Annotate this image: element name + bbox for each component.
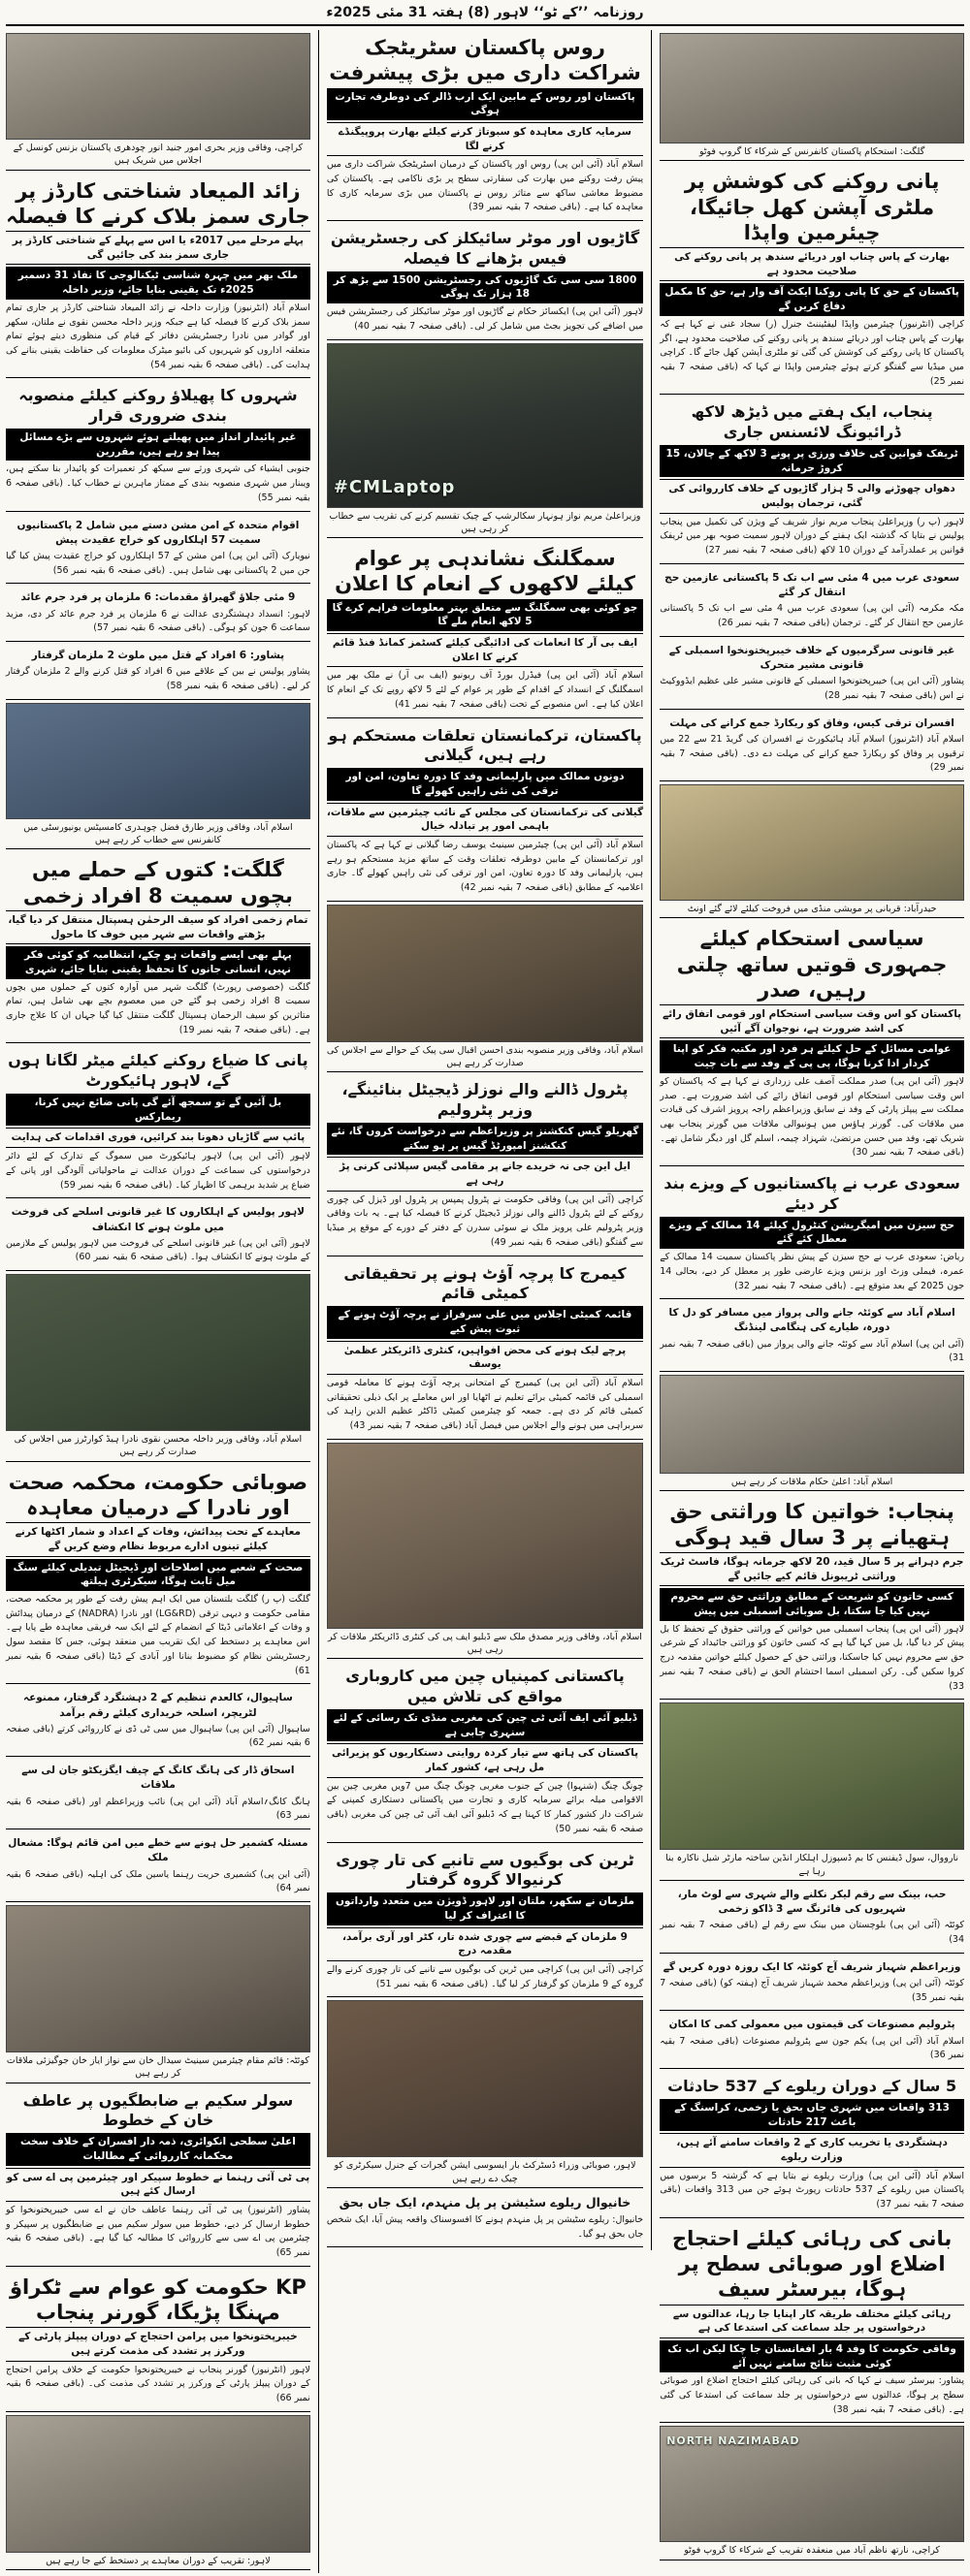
body-text: اسلام آباد (انٹرنیوز) اسلام آباد ہائیکورٹ نے افسران کی گریڈ 21 سے 22 میں ترقیوں پر وفاق کو ریکارڈ جمع کرانے کی مہلت دے دی۔ (باقی صفحہ 7 بقیہ نمبر 29) [660,733,965,774]
banner-hashtag-text: #CMLaptop [333,476,456,497]
body-text: اسلام آباد (آئی این پی) چیئرمین سینیٹ یوسف رضا گیلانی نے کہا ہے کہ پاکستان اور ترکمانستان کے مابین دوطرفہ تعلقات وقت کے ساتھ مزید مستحکم ہو رہے ہیں، پارلیمانی وفد کا دورہ تعاون، امن اور ترقی کی نئی راہیں کھولے گا۔ جاری اعلامیہ کے مطابق (باقی صفحہ 7 بقیہ نمبر 42) [326,839,644,894]
article-water-meters [6,1046,310,1198]
subhead-box: پاکستان کے حق کا پانی روکنا ایکٹ آف وار ہے، حق کا مکمل دفاع کریں گے [660,283,964,315]
headline: پاکستانی کمپنیاں چین میں کاروباری مواقع کی تلاش میں [345,1667,625,1706]
body-text: لاہور: انسداد دہشتگردی عدالت نے 6 ملزمان پر فرد جرم عائد کر دی، مزید سماعت 6 جون کو ہوگی۔ (باقی صفحہ 6 بقیہ نمبر 57) [6,608,310,634]
body-text: اسلام آباد (آئی این پی) فیڈرل بورڈ آف ریونیو (ایف بی آر) نے ملک بھر میں اسمگلنگ کے انسداد کے اقدام کے طور پر عوام کے لئے 5 لاکھ روپے تک کے انعام کا اعلان کیا ہے۔ اس منصوبے کے تحت (باقی صفحہ 7 بقیہ نمبر 41) [326,670,644,710]
photo-caption: اسلام آباد: اعلیٰ حکام ملاقات کر رہے ہیں [730,1477,893,1488]
body-text: لاہور (آئی این پی) ایکسائز حکام نے گاڑیوں اور موٹر سائیکلز کی رجسٹریشن فیس میں اضافے کی تجویز بجٹ میں شامل کر لی۔ (باقی صفحہ 7 بقیہ نمبر 40) [326,306,644,332]
column-left [6,30,319,2573]
body-text: پشاور: بیرسٹر سیف نے کہا کہ بانی کی رہائی کیلئے احتجاج اضلاع اور صوبائی سطح پر ہوگا، عدالتوں سے درخواستوں پر جلد سماعت کی استدعا کی گئی ہے۔ (باقی صفحہ 7 بقیہ نمبر 38) [660,2375,964,2415]
subhead: معاہدے کے تحت پیدائش، وفات کے اعداد و شمار اکٹھا کرنے کیلئے تینوں ادارے مربوط نظام وضع کریں گے [6,1522,310,1556]
article-petrol-nozzles [327,1075,643,1256]
headline: شہروں کا پھیلاؤ روکنے کیلئے منصوبہ بندی ضروری قرار [18,386,298,426]
body-text: ریاض: سعودی عرب نے حج سیزن کے پیش نظر پاکستان سمیت 14 ممالک کے عمرہ، فیملی وزٹ اور بزنس ویزے عارضی طور پر معطل کر دیے، بحالی 14 جون 2025 کے بعد متوقع ہے۔ (باقی صفحہ 7 بقیہ نمبر 32) [660,1252,964,1291]
headline: اسحاق ڈار کی ہانگ کانگ کے چیف ایگزیکٹو جان لی سے ملاقات [21,1765,295,1792]
body-text: خانیوال: ریلوے سٹیشن پر پل منہدم ہونے کا افسوسناک واقعہ پیش آیا، ایک شخص جاں بحق ہو گیا۔ [326,2213,644,2240]
article-kp-adviser [660,640,964,710]
headline: پنجاب: خواتین کا وراثتی حق ہتھیانے پر 3 سال قید ہوگی [669,1500,954,1549]
article-gilani-turkmenistan [327,721,643,902]
photo-nazimabad-group [660,2426,964,2560]
body-text: ساہیوال (آئی این پی) ساہیوال میں سی ٹی ڈی نے کارروائی کرتے (باقی صفحہ 6 بقیہ نمبر 62) [6,1723,310,1749]
article-dog-attacks [6,852,310,1043]
photo-bomb-disposal-image [660,1702,964,1850]
subhead-box: پاکستان اور روس کے مابین ایک ارب ڈالر کی دوطرفہ تجارت ہوگی [327,88,643,120]
article-inheritance-law [660,1494,964,1700]
subhead: 9 ملزمان کے قبضے سے چوری شدہ تار، کٹر اور آری برآمد، مقدمہ درج [327,1927,643,1961]
subhead: گیلانی کی ترکمانستان کی مجلس کے نائب چیئرمین سے ملاقات، باہمی امور پر تبادلہ خیال [327,803,643,837]
photo-caption: اسلام آباد، وفاقی وزیر طارق فضل چوہدری کامسیٹس یونیورسٹی میں کانفرنس سے خطاب کر رہے ہیں [23,821,293,846]
body-text: اسلام آباد (انٹرنیوز) وزارت داخلہ نے زائد المیعاد شناختی کارڈز پر جاری تمام سمز بلاک کرنے کا فیصلہ کیا ہے جبکہ وزیر داخلہ محسن نقوی نے ملتان، سکھر اور گوادر میں نادرا رجسٹریشن دفاتر کے قیام کی منظوری دیتے ہوئے تمام متعلقہ اداروں کو شہریوں کی بائیو میٹرک معلومات کی حفاظت یقینی بنانے کی ہدایت کی۔ (باقی صفحہ 6 بقیہ نمبر 54) [6,302,310,370]
body-text: گلگت (خصوصی رپورٹ) گلگت شہر میں آوارہ کتوں کے حملوں میں بچوں سمیت 8 افراد زخمی ہو گئے جن میں معصوم بچے بھی شامل ہیں، تمام متاثرین کو سیف الرحمان ہسپتال گلگت منتقل کیا گیا جہاں ان کا علاج جاری ہے۔ (باقی صفحہ 7 بقیہ نمبر 19) [6,981,310,1035]
headline: غیر قانونی سرگرمیوں کے خلاف خیبرپختونخوا اسمبلی کے قانونی مشیر متحرک [668,644,955,671]
photo-cm-laptop-image [327,343,643,508]
photo-caption: گلگت: استحکام پاکستان کانفرنس کے شرکاء کا گروپ فوٹو [698,146,925,157]
subhead-box: بل آئیں گے تو سمجھ آئے گی پانی ضائع نہیں کرنا، ریمارکس [6,1094,310,1126]
photo-caption: حیدرآباد: قربانی پر مویشی منڈی میں فروخت کیلئے لائے گئے اونٹ [687,904,937,915]
photo-nazimabad-group-image [660,2426,964,2542]
article-saudi-visa [660,1169,964,1299]
subhead-box: دونوں ممالک میں پارلیمانی وفد کا دورہ تعاون، امن اور ترقی کی نئی راہیں کھولے گا [327,768,643,800]
photo-caption: کوئٹہ: قائم مقام چیئرمین سینیٹ سیدال خان سے نواز ایاز خان جوگیزئی ملاقات کر رہے ہیں [6,2054,309,2080]
article-khanewal-bridge [327,2191,643,2247]
photo-caption: لاہور، صوبائی وزراء ڈسٹرکٹ بار ایسوسی ایشن گجرات کے جنرل سیکرٹری کو چیک دے رہے ہیں [334,2160,636,2184]
photo-cheque-image [327,2000,643,2157]
headline: پشاور: 6 افراد کے قتل میں ملوث 2 ملزمان گرفتار [31,650,285,662]
article-pm-quetta-visit [660,1956,964,2012]
article-may9-indictment [6,587,310,642]
article-sim-block [6,174,310,379]
photo-caption: کراچی، وفاقی وزیر بحری امور جنید انور چودھری پاکستان بزنس کونسل کے اجلاس میں شریک ہیں [13,143,304,167]
article-mushaal-kashmir [6,1832,310,1902]
article-promotion-case [660,713,964,781]
photo-cheque-presentation [327,2000,643,2188]
subhead: بھارت کے پاس چناب اور دریائے سندھ پر پانی روکنے کی صلاحیت محدود ہے [660,247,964,281]
subhead-box: وفاقی حکومت کا وفد 4 بار افغانستان جا چکا لیکن اب تک کوئی مثبت نتائج سامنے نہیں آئے [660,2340,964,2372]
body-text: کراچی (آئی این پی) وفاقی حکومت نے پٹرول پمپس پر پٹرول اور ڈیزل کی چوری روکنے کے لئے پٹرول ڈالنے والی نوزلز ڈیجیٹل کرنے کا فیصلہ کیا ہے۔ یہ بات وفاقی وزیر پٹرولیم علی پرویز ملک نے سوئی سدرن کے دفتر کے دورے کے موقع پر میڈیا سے گفتگو (باقی صفحہ 6 بقیہ نمبر 49) [326,1193,644,1248]
photo-senate-meeting [6,1905,310,2083]
headline: سعودی عرب نے پاکستانیوں کے ویزے بند کر دیئے [663,1174,960,1213]
article-dar-hongkong [6,1760,310,1829]
article-un-tribute [6,515,310,585]
article-sahiwal-ctd [6,1687,310,1757]
subhead: پاکستان کو اس وقت سیاسی استحکام اور قومی اتفاق رائے کی اشد ضرورت ہے، نوجوان آگے آئیں [660,1004,964,1038]
article-registration-fee [327,224,643,339]
body-text: کراچی (انٹرنیوز) چیئرمین واپڈا لیفٹیننٹ جنرل (ر) سجاد غنی نے کہا ہے کہ بھارت کے پاس چناب اور دریائے سندھ پر پانی روکنے کی صلاحیت محدود ہے، اگر پاکستان کا پانی روکنے کی کوشش کی گئی تو ملٹری آپشن کھل جائے گا۔ کراچی میں میڈیا سے گفتگو کرتے ہوئے چیئرمین واپڈا نے کہا کہ (باقی صفحہ 7 بقیہ نمبر 25) [660,318,964,387]
body-text: کراچی (آئی این پی) کراچی میں ٹرین کی بوگیوں سے تانبے کی تار چوری کرنے والے گروہ کے 9 ملزمان کو گرفتار کر لیا گیا۔ (باقی صفحہ 6 بقیہ نمبر 51) [326,1963,644,1989]
article-kp-governor [6,2270,310,2412]
headline: کیمرج کا پرچہ آؤٹ ہونے پر تحقیقاتی کمیٹی قائم [343,1263,627,1303]
headline: ٹرین کی بوگیوں سے تانبے کی تار چوری کرنیوالا گروہ گرفتار [336,1850,634,1890]
photo-ahsan-meeting-image [327,905,643,1042]
subhead: تمام زخمی افراد کو سیف الرحمٰن ہسپتال منتقل کر دیا گیا، بڑھتے واقعات سے شہر میں خوف کا ماحول [6,910,310,944]
photo-caption: اسلام آباد، وفاقی وزیر منصوبہ بندی احسن اقبال سی پیک کے حوالے سے اجلاس کی صدارت کر رہے ہیں [326,1044,644,1069]
subhead: پاکستان کی ہاتھ سے تیار کردہ روایتی دستکاریوں کو پزیرائی مل رہی ہے، کشور کمار [327,1743,643,1777]
subhead: خیبرپختونخوا میں پرامن احتجاج کے دوران پیپلز پارٹی کے ورکرز پر تشدد کی مذمت کرتے ہیں [6,2327,310,2361]
body-text: لاہور (آئی این پی) لاہور ہائیکورٹ میں سموگ کے تدارک کے لئے دائر درخواستوں کی سماعت کے دوران عدالت نے ماحولیاتی آلودگی اور پانی کے ضیاع پر شدید برہمی کا اظہار کیا۔ (باقی صفحہ 6 بقیہ نمبر 59) [6,1151,310,1191]
subhead-box: قائمہ کمیٹی اجلاس میں علی سرفراز نے پرچہ آؤٹ ہونے کے ثبوت پیش کیے [327,1306,643,1338]
headline: اسلام آباد سے کوئٹہ جانے والی پرواز میں مسافر کو دل کا دورہ، طیارے کی ہنگامی لینڈنگ [668,1307,955,1334]
body-text: پشاور (آئی این پی) خیبرپختونخوا اسمبلی کے قانونی مشیر علی عظیم ایڈووکیٹ نے اس (باقی صفحہ 7 بقیہ نمبر 28) [660,676,964,701]
headline: 5 سال کے دوران ریلوے کے 537 حادثات [667,2077,957,2096]
body-text: اسلام آباد (آئی این پی) وزارت ریلوے نے بتایا ہے کہ گزشتہ 5 برسوں میں پاکستان میں ریلوے کے 537 حادثات رپورٹ ہوئے جن میں 313 واقعات (باقی صفحہ 7 بقیہ نمبر 37) [660,2170,965,2210]
subhead-box: ملک بھر میں چہرہ شناسی ٹیکنالوجی کا نفاذ 31 دسمبر 2025ء تک یقینی بنایا جائے، وزیر داخلہ [6,267,310,299]
article-railway-accidents [660,2072,964,2218]
body-text: پشاور (انٹرنیوز) پی ٹی آئی رہنما عاطف خان نے اے سی خیبرپختونخوا کو خطوط ارسال کر دیے، خطوط میں سولر سکیم میں بے ضابطگیوں پر سپیکر و چیئرمین پی اے سی سے کارروائی کا مطالبہ کیا گیا ہے۔ (باقی صفحہ 6 بقیہ نمبر 65) [6,2204,310,2259]
photo-camels-image [660,784,964,901]
photo-officials-meeting-image [660,1375,964,1474]
subhead: سرمایہ کاری معاہدہ کو سبوتاژ کرنے کیلئے بھارت پروپیگنڈے کرنے لگا [327,122,643,156]
article-hajj-deaths [660,567,964,637]
photo-signing-image [6,2415,310,2553]
headline: پانی کا ضیاع روکنے کیلئے میٹر لگانا ہوں گے، لاہور ہائیکورٹ [8,1051,308,1091]
headline: لاہور پولیس کے اہلکاروں کا غیر قانونی اسلحے کی فروخت میں ملوث ہونے کا انکشاف [11,1206,305,1233]
subhead: ایل این جی نہ خریدے جانے پر مقامی گیس سپلائی کرنی پڑ رہی ہے [327,1157,643,1191]
subhead-box: غیر پائیدار انداز میں پھیلتے ہوئے شہروں سے بڑے مسائل پیدا ہو رہے ہیں، مقررین [6,429,310,461]
subhead-box: اعلیٰ سطحی انکوائری، ذمہ دار افسران کے خلاف سخت محکمانہ کارروائی کے مطالبات [6,2133,310,2165]
headline: سمگلنگ نشاندہی پر عوام کیلئے لاکھوں کے انعام کا اعلان [335,547,635,596]
headline: پٹرول ڈالنے والے نوزلز ڈیجیٹل بنائینگے، وزیر پٹرولیم [341,1080,629,1120]
subhead-box: عوامی مسائل کے حل کیلئے ہر فرد اور مکتبہ فکر کو اپنا کردار ادا کرنا ہوگا، پی پی کے وفد سے بات چیت [660,1040,964,1072]
article-smuggling-reward [327,541,643,717]
article-president [660,921,964,1166]
article-wapda [660,164,964,395]
subhead: پائپ سے گاڑیاں دھونا بند کرائیں، فوری اقدامات کی ہدایت [6,1128,310,1148]
masthead: روزنامہ ’’کے ٹو‘‘ لاہور (8) ہفتہ 31 مئی 2025ء [6,3,964,26]
photo-comsats-image [6,703,310,819]
photo-business-council-image [6,33,310,140]
subhead-box: ملزمان نے سکھر، ملتان اور لاہور ڈویژن میں متعدد وارداتوں کا اعتراف کر لیا [327,1892,643,1924]
headline: گاڑیوں اور موٹر سائیکلز کی رجسٹریشن فیس بڑھانے کا فیصلہ [330,229,640,268]
article-cambridge-paper [327,1259,643,1440]
article-health-nadra-mou [6,1465,310,1685]
headline: افسران ترقی کیس، وفاق کو ریکارڈ جمع کرانے کی مہلت [669,716,954,729]
headline: پانی روکنے کی کوشش پر ملٹری آپشن کھل جائیگا، چیئرمین واپڈا [684,170,940,244]
subhead-box: کسی خاتون کو شریعت کے مطابق وراثتی حق سے محروم نہیں کیا جا سکتا، بل صوبائی اسمبلی میں پیش [660,1588,964,1620]
headline: مسئلہ کشمیر حل ہونے سے خطے میں امن قائم ہوگا: مشعال ملک [8,1837,308,1864]
article-russia-pakistan [327,30,643,221]
body-text: جنوبی ایشیاء کی شہری ورثے سے سیکھ کر تعمیرات کو پائیدار بنا سکتے ہیں، ویبنار میں شہری منصوبہ بندی کے ممتاز ماہرین نے خطاب کیا۔ (باقی صفحہ 6 بقیہ نمبر 55) [6,463,310,503]
headline: حب، بینک سے رقم لیکر نکلنے والے شہری سے لوٹ مار، شہریوں کی فائرنگ سے 3 ڈاکو زخمی [677,1888,947,1916]
article-solar-letters [6,2086,310,2267]
article-peshawar-arrests [6,645,310,700]
photo-caption: اسلام آباد، وفاقی وزیر مصدق ملک سے ڈبلیو ایف پی کی کنٹری ڈائریکٹر ملاقات کر رہی ہیں [328,1631,642,1656]
photo-caption: اسلام آباد، وفاقی وزیر داخلہ محسن نقوی نادرا ہیڈ کوارٹرز میں اجلاس کی صدارت کر رہے ہیں [14,1434,303,1458]
photo-caption: نارووال، سول ڈیفنس کا بم ڈسپوزل اہلکار انڈین ساختہ مارٹر شیل ناکارہ بنا رہا ہے [665,1853,958,1877]
photo-nadra-image [6,1274,310,1431]
body-text: مکہ مکرمہ (آئی این پی) سعودی عرب میں 4 مئی سے اب تک 5 پاکستانی عازمین حج انتقال کر گئے۔ ترجمان (باقی صفحہ 7 بقیہ نمبر 26) [660,603,964,629]
column-right [660,30,964,2563]
headline: ساہیوال، کالعدم تنظیم کے 2 دہشتگرد گرفتار، ممنوعہ لٹریچر، اسلحہ خریداری کیلئے رقم برآمد [22,1692,293,1719]
subhead-box: حج سیزن میں امیگریشن کنٹرول کیلئے 14 ممالک کے ویزے معطل کئے گئے [660,1217,964,1249]
photo-caption: کراچی، نارتھ ناظم آباد میں منعقدہ تقریب کے شرکاء کا گروپ فوٹو [684,2545,940,2557]
article-urban-sprawl [6,381,310,511]
article-copper-wire-gang [327,1846,643,1998]
article-police-arms [6,1201,310,1271]
body-text: چونگ چنگ (شنہوا) چین کے جنوب مغربی چونگ چنگ میں 7ویں مغربی چین بین الاقوامی میلہ برائے سرمایہ کاری و تجارت میں پاکستانی دستکاری کمپنی کے شراکت دار کشور کمار کا کہنا ہے کہ ڈبلیو آئی ایف آئی ٹی چین کی مغربی (باقی صفحہ 6 بقیہ نمبر 50) [326,1780,644,1834]
photo-conference-group [660,33,964,161]
photo-wfp-meeting [327,1443,643,1660]
body-text: لاہور (آئی این پی) پنجاب اسمبلی میں خواتین کے وراثتی حقوق کے تحفظ کا بل پیش کر دیا گیا، بل میں کہا گیا ہے کہ کسی خاتون کو وراثتی جائیداد کے شرعی حق سے محروم نہیں کیا جاسکتا، وراثتی حق کے حصول کیلئے خواتین مقدمہ درج کروا سکیں گی۔ رکن اسمبلی اسما احتشام الحق نے (باقی صفحہ 7 بقیہ نمبر 33) [660,1623,965,1692]
body-text: لاہور (آئی این پی) غیر قانونی اسلحے کی فروخت میں لاہور پولیس کے ملازمین کے ملوث ہونے کا انکشاف ہوا۔ (باقی صفحہ 6 بقیہ نمبر 60) [6,1237,310,1263]
photo-bomb-disposal [660,1702,964,1881]
body-text: لاہور (آئی این پی) صدر مملکت آصف علی زرداری نے کہا ہے کہ پاکستان کو اس وقت سیاسی استحکام اور قومی اتفاق رائے کی اشد ضرورت ہے۔ صدر مملکت سے پیپلز پارٹی کے وفد نے سابق وزیراعظم راجہ پرویز اشرف کی قیادت میں ملاقات کی۔ گورنر ہاؤس میں ہونیوالی ملاقات میں گورنر پنجاب بھی شریک تھے، وفد میں حسن مرتضیٰ، شہزاد چیمہ، اسلم گل اور دیگر شامل تھے۔ (باقی صفحہ 7 بقیہ نمبر 30) [660,1075,964,1159]
headline: خانیوال ریلوے سٹیشن پر پل منہدم، ایک جاں بحق [339,2194,631,2210]
body-text: نیویارک (آئی این پی) امن مشن کے 57 اہلکاروں کو خراج عقیدت پیش کیا گیا جن میں 2 پاکستانی بھی شامل ہیں۔ (باقی صفحہ 6 بقیہ نمبر 56) [6,551,310,576]
photo-cm-laptop-event [327,343,643,539]
subhead-box: 1800 سی سی تک گاڑیوں کی رجسٹریشن 1500 سے بڑھ کر 18 ہزار تک ہوگی [327,271,643,303]
page-columns [6,30,964,2573]
body-text: کوئٹہ (آئی این پی) بلوچستان میں بینک سے رقم لے (باقی صفحہ 7 بقیہ نمبر 34) [660,1920,965,1946]
headline: زائد المیعاد شناختی کارڈز پر جاری سمز بلاک کرنے کا فیصلہ [6,178,310,228]
subhead-box: گھریلو گیس کنکشنز پر وزیراعظم سے درخواست کروں گا، نئے کنکشنز امپورٹڈ گیس پر ہو سکتے [327,1123,643,1155]
photo-sign-text: NORTH NAZIMABAD [666,2434,800,2448]
subhead-box: پہلے بھی ایسے واقعات ہو چکے، انتظامیہ کو کوئی فکر نہیں، انسانی جانوں کا تحفظ یقینی بنایا جائے، شہری [6,946,310,978]
photo-caption: لاہور: تقریب کے دوران معاہدے پر دستخط کیے جا رہے ہیں [46,2555,271,2566]
headline: صوبائی حکومت، محکمہ صحت اور نادرا کے درمیان معاہدہ [8,1470,308,1519]
article-china-business [327,1662,643,1842]
headline: پاکستان، ترکمانستان تعلقات مستحکم ہو رہے ہیں، گیلانی [328,725,642,765]
subhead: پی ٹی آئی رہنما نے خطوط سپیکر اور چیئرمین پی اے سی کو ارسال کئے ہیں [6,2168,310,2202]
article-emergency-landing [660,1302,964,1372]
body-text: اسلام آباد (آئی این پی) یکم جون سے پٹرولیم مصنوعات (باقی صفحہ 7 بقیہ نمبر 36) [660,2035,965,2061]
body-text: کوئٹہ (آئی این پی) وزیراعظم محمد شہباز شریف آج (ہفتہ کو) (باقی صفحہ 7 بقیہ نمبر 35) [660,1977,964,2003]
headline: وزیراعظم شہباز شریف آج کوئٹہ کا ایک روزہ دورہ کریں گے [663,1960,961,1973]
headline: اقوام متحدہ کے امن مشن دستے میں شامل 2 پاکستانیوں سمیت 57 اہلکاروں کو خراج عقیدت پیش [16,519,300,546]
photo-officials-meeting [660,1375,964,1491]
article-hub-robbery [660,1884,964,1954]
subhead-box: صحت کے شعبے میں اصلاحات اور ڈیجیٹل تبدیلی کیلئے سنگ میل ثابت ہوگا، سیکرٹری ہیلتھ [6,1559,310,1591]
photo-caption: وزیراعلیٰ مریم نواز ہونہار سکالرشپ کے چیک تقسیم کرنے کی تقریب سے خطاب کر رہی ہیں [329,510,641,534]
body-text: ہانگ کانگ؍اسلام آباد (آئی این پی) نائب وزیراعظم اور (باقی صفحہ 6 بقیہ نمبر 63) [6,1796,310,1822]
photo-senate-image [6,1905,310,2052]
photo-signing-ceremony [6,2415,310,2570]
photo-conference-group-image [660,33,964,143]
subhead: ایف بی آر کا انعامات کی ادائیگی کیلئے کسٹمز کمانڈ فنڈ قائم کرنے کا اعلان [327,633,643,667]
body-text: لاہور (پ ر) وزیراعلیٰ پنجاب مریم نواز شریف کے ویژن کی تکمیل میں پنجاب پولیس نے بتایا کہ گذشتہ ایک ہفتے کے دوران لاہور سمیت صوبہ بھر میں ٹریفک قوانین پر عملدرآمد کے دوران 10 لاکھ (باقی صفحہ 7 بقیہ نمبر 27) [660,516,964,557]
body-text: اسلام آباد (آئی این پی) کیمبرج کے امتحانی پرچہ آؤٹ ہونے کا معاملہ قومی اسمبلی کی قائمہ کمیٹی برائے تعلیم نے اٹھایا اور اس معاملے پر ایک ذیلی تحقیقاتی کمیٹی قائم کر دی ہے۔ جمعہ کو چیئرمین کمیٹی ڈاکٹر عظیم الدین زاہد کی سربراہی میں ہونے والے اجلاس میں فیصل آباد (باقی صفحہ 7 بقیہ نمبر 43) [326,1377,644,1432]
body-text: لاہور (انٹرنیوز) گورنر پنجاب نے خیبرپختونخوا حکومت کے خلاف پرامن احتجاج کے دوران پیپلز پارٹی کے ورکرز پر تشدد کی مذمت کی۔ (باقی صفحہ 6 بقیہ نمبر 66) [6,2364,310,2404]
article-petrol-prices [660,2014,964,2069]
photo-camels [660,784,964,918]
headline: KP حکومت کو عوام سے ٹکراؤ مہنگا پڑیگا، گورنر پنجاب [9,2274,307,2324]
headline: 9 مئی جلاؤ گھیراؤ مقدمات: 6 ملزمان پر فرد جرم عائد [20,591,296,604]
body-text: پشاور پولیس نے بین کے علاقے میں 6 افراد کو قتل کرنے والے 2 ملزمان گرفتار کر لیے۔ (باقی صفحہ 6 بقیہ نمبر 58) [6,666,310,692]
photo-nadra-meeting [6,1274,310,1462]
headline: روس پاکستان سٹریٹجک شراکت داری میں بڑی پیشرفت [329,36,641,85]
body-text: (آئی این پی) اسلام آباد سے کوئٹہ جانے والی پرواز میں (باقی صفحہ 7 بقیہ نمبر 31) [660,1338,964,1364]
photo-ahsan-meeting [327,905,643,1073]
headline: سولر سکیم بے ضابطگیوں پر عاطف خان کے خطوط [22,2090,294,2130]
body-text: (آئی این پی) کشمیری حریت رہنما یاسین ملک کی اہلیہ (باقی صفحہ 6 بقیہ نمبر 64) [6,1868,310,1894]
column-middle [327,30,652,2250]
subhead-box: 313 واقعات میں شہری جاں بحق یا زخمی، کراسنگ کے باعث 217 حادثات [660,2099,964,2131]
body-text: اسلام آباد (آئی این پی) روس اور پاکستان کے درمیان اسٹریٹجک شراکت داری میں پیش رفت روکنے میں بھارت کی سفارتی سطح پر بڑی ناکامی ہے۔ پاکستان کی مضبوط معاشی ساکھ سے متاثر روس نے پاکستان میں بڑی سرمایہ کاری کا معاہدہ کیا ہے۔ (باقی صفحہ 7 بقیہ نمبر 39) [326,159,644,213]
subhead: دہشتگردی یا تخریب کاری کے 2 واقعات سامنے آئے ہیں، وزارت ریلوے [660,2133,964,2167]
headline: پنجاب، ایک ہفتے میں ڈیڑھ لاکھ ڈرائیونگ لائسنس جاری [691,402,933,442]
subhead-box: ٹریفک قوانین کی خلاف ورزی پر پونے 3 لاکھ کے چالان، 15 کروڑ جرمانہ [660,445,964,477]
headline: سعودی عرب میں 4 مئی سے اب تک 5 پاکستانی عازمین حج انتقال کر گئے [664,571,960,599]
article-saif-protest [660,2221,964,2424]
subhead-box: ڈبلیو آئی ایف آئی ٹی چین کی مغربی منڈی تک رسائی کے لئے سنہری چابی ہے [327,1709,643,1741]
photo-wfp-meeting-image [327,1443,643,1629]
subhead: رہائی کیلئے مختلف طریقہ کار اپنایا جا رہا، عدالتوں سے درخواستوں پر جلد سماعت کی استدعا کی ہے [660,2305,964,2338]
subhead: پرچے لیک ہونے کی محض افواہیں، کنٹری ڈائریکٹر عظمیٰ یوسف [327,1341,643,1375]
article-license [660,398,964,564]
headline: گلگت: کتوں کے حملے میں بچوں سمیت 8 افراد زخمی [22,858,293,907]
headline: پٹرولیم مصنوعات کی قیمتوں میں معمولی کمی کا امکان [668,2019,955,2031]
body-text: گلگت (پ ر) گلگت بلتستان میں ایک اہم پیش رفت کے طور پر محکمہ صحت، مقامی حکومت و دیہی ترقی (LG&RD) اور نادرا (NADRA) کے درمیان پیدائش و وفات کے اعلاماتی ڈیٹا کے انضمام کے لئے ایک سہ فریقی معاہدہ طے پایا ہے۔ اس معاہدے پر دستخط کی ایک تقریب میں منعقد ہوئی، جس کا مقصد سول رجسٹریشن نظام کو مضبوط بنانا اور آبادی کے ڈیٹا (باقی صفحہ 6 بقیہ نمبر 61) [6,1594,310,1676]
subhead: جرم دہرانے پر 5 سال قید، 20 لاکھ جرمانہ ہوگا، فاسٹ ٹریک وراثتی ٹریبونل قائم کیے جائیں گے [660,1552,964,1586]
subhead: دھواں چھوڑنے والی 5 ہزار گاڑیوں کے خلاف کارروائی کی گئی، ترجمان پولیس [660,479,964,513]
photo-business-council [6,33,310,171]
photo-comsats-conference [6,703,310,850]
headline: بانی کی رہائی کیلئے احتجاج اضلاع اور صوبائی سطح پر ہوگا، بیرسٹر سیف [671,2226,953,2302]
headline: سیاسی استحکام کیلئے جمہوری قوتیں ساتھ چلتی رہیں، صدر [676,927,948,1002]
subhead: پہلے مرحلے میں 2017ء یا اس سے پہلے کے شناختی کارڈز پر جاری سمز بند کی جائیں گی [6,231,310,265]
subhead-box: جو کوئی بھی سمگلنگ سے متعلق بہتر معلومات فراہم کرے گا 5 لاکھ انعام ملے گا [327,599,643,631]
